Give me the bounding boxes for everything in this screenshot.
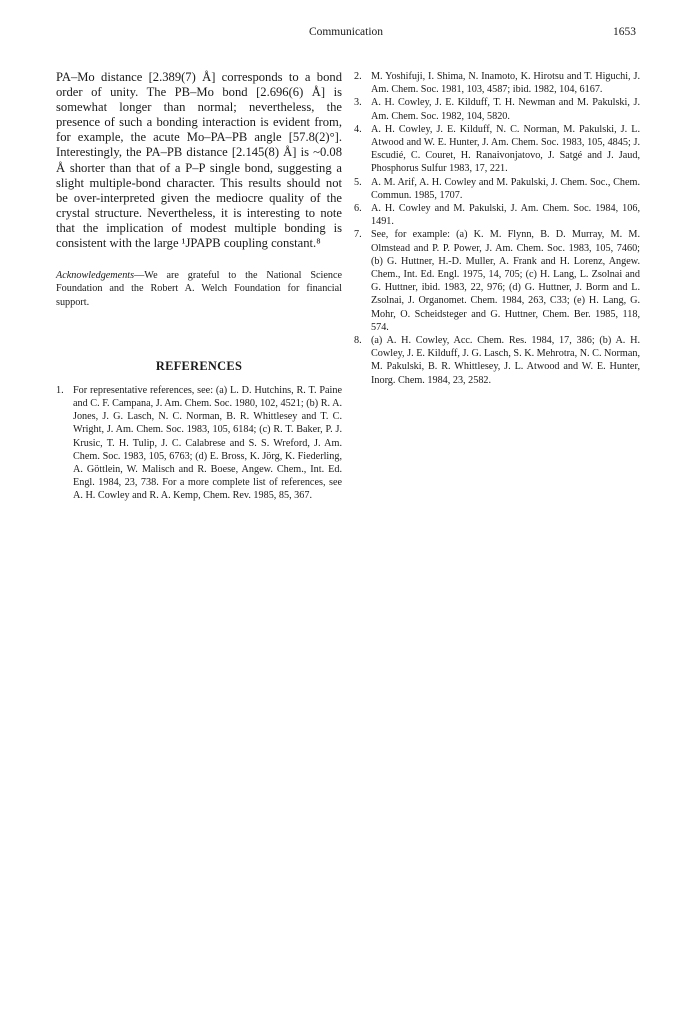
reference-item [56,384,342,503]
right-column [354,70,640,387]
body-paragraph: PA–Mo distance [2.389(7) Å] corresponds to a bond order of unity. The PB–Mo bond [2.696(6) Å] is somewhat longer than normal; nevertheless, the presence of such a bonding interaction is evident from, for example, the acute Mo–PA–PB angle [57.8(2)°]. Interestingly, the PA–PB distance [2.145(8) Å] is ~0.08 Å shorter than that of a P–P single bond, suggesting a slight multiple-bond character. This results should not be over-interpreted given the mediocre quality of the crystal structure. Nevertheless, it is interesting to note that the implication of modest multiple bonding is consistent with the large ¹JPAPB coupling constant.⁸ [56,70,342,251]
references-heading: REFERENCES [155,358,243,373]
acknowledgements-lead: Acknowledgements [56,270,135,282]
reference-number: 2. [354,71,362,82]
reference-number: 8. [354,335,362,347]
reference-item [354,123,640,176]
reference-item [354,334,640,387]
reference-text: A. H. Cowley and M. Pakulski, J. Am. Chem. Soc. 1984, 106, 1491. [371,203,640,228]
reference-text: For representative references, see: (a) L. D. Hutchins, R. T. Paine and C. F. Campana, J. Am. Chem. Soc. 1980, 102, 4521; (b) R. A. Jones, J. G. Lasch, N. C. Norman, B. R. Whittlesey and T. C. Wright, J. Am. Chem. Soc. 1983, 105, 6184; (c) R. T. Baker, P. J. Krusic, T. H. Tulip, J. C. Calabrese and S. S. Wreford, J. Am. Chem. Soc. 1983, 105, 6763; (d) E. Bross, K. Jörg, K. Fiederling, A. Göttlein, W. Malisch and R. Boese, Angew. Chem., Int. Ed. Engl. 1984, 23, 738. For a more complete list of references, see A. H. Cowley and R. A. Kemp, Chem. Rev. 1985, 85, 367. [73,384,342,502]
reference-text: (a) A. H. Cowley, Acc. Chem. Res. 1984, 17, 386; (b) A. H. Cowley, J. E. Kilduff, J. G. Lasch, S. K. Mehrotra, N. C. Norman, M. Pakulski, B. R. Whittlesey, J. L. Atwood and W. E. Hunter, Inorg. Chem. 1984, 23, 2582. [371,335,640,386]
references-list-right [354,70,640,387]
reference-number: 1. [56,384,64,396]
reference-text: A. H. Cowley, J. E. Kilduff, T. H. Newman and M. Pakulski, J. Am. Chem. Soc. 1982, 104, 5820. [371,97,640,122]
page-number: 1653 [613,26,636,38]
reference-text: M. Yoshifuji, I. Shima, N. Inamoto, K. Hirotsu and T. Higuchi, J. Am. Chem. Soc. 1981, 103, 4587; ibid. 1982, 104, 6167. [371,71,640,96]
reference-number: 4. [354,123,362,135]
reference-number: 6. [354,203,362,215]
references-list-left [56,384,342,503]
reference-number: 3. [354,97,362,109]
reference-item [354,202,640,228]
left-column [56,70,342,503]
reference-number: 5. [354,176,362,188]
reference-text: A. M. Arif, A. H. Cowley and M. Pakulski, J. Chem. Soc., Chem. Commun. 1985, 1707. [371,176,640,201]
acknowledgements-text: —We are grateful to the National Science Foundation and the Robert A. Welch Foundation for financial support. [56,270,342,308]
reference-text: A. H. Cowley, J. E. Kilduff, N. C. Norman, M. Pakulski, J. L. Atwood and W. E. Hunter, J. Am. Chem. Soc. 1983, 105, 4845; J. Escudié, C. Couret, H. Ranaivonjatovo, J. Satgé and J. Jaud, Phosphorus Sulfur 1983, 17, 221. [371,123,640,175]
reference-number: 7. [354,229,362,241]
reference-item [354,96,640,122]
reference-item [354,228,640,334]
running-title: Communication [308,26,384,38]
acknowledgements [56,269,342,309]
reference-item [354,70,640,96]
reference-text: See, for example: (a) K. M. Flynn, B. D. Murray, M. M. Olmstead and P. P. Power, J. Am. Chem. Soc. 1983, 105, 7460; (b) G. Huttner, H.-D. Muller, A. Frank and H. Lorenz, Angew. Chem., Int. Ed. Engl. 1975, 14, 705; (c) H. Lang, L. Zsolnai and G. Huttner, ibid. 1983, 22, 976; (d) G. Huttner, J. Borm and L. Zsolnai, J. Organomet. Chem. 1984, 263, C33; (e) H. Lang, G. Mohr, O. Scheidsteger and G. Huttner, Chem. Ber. 1985, 118, 574. [371,229,640,333]
page-header [56,26,636,42]
reference-item [354,176,640,202]
